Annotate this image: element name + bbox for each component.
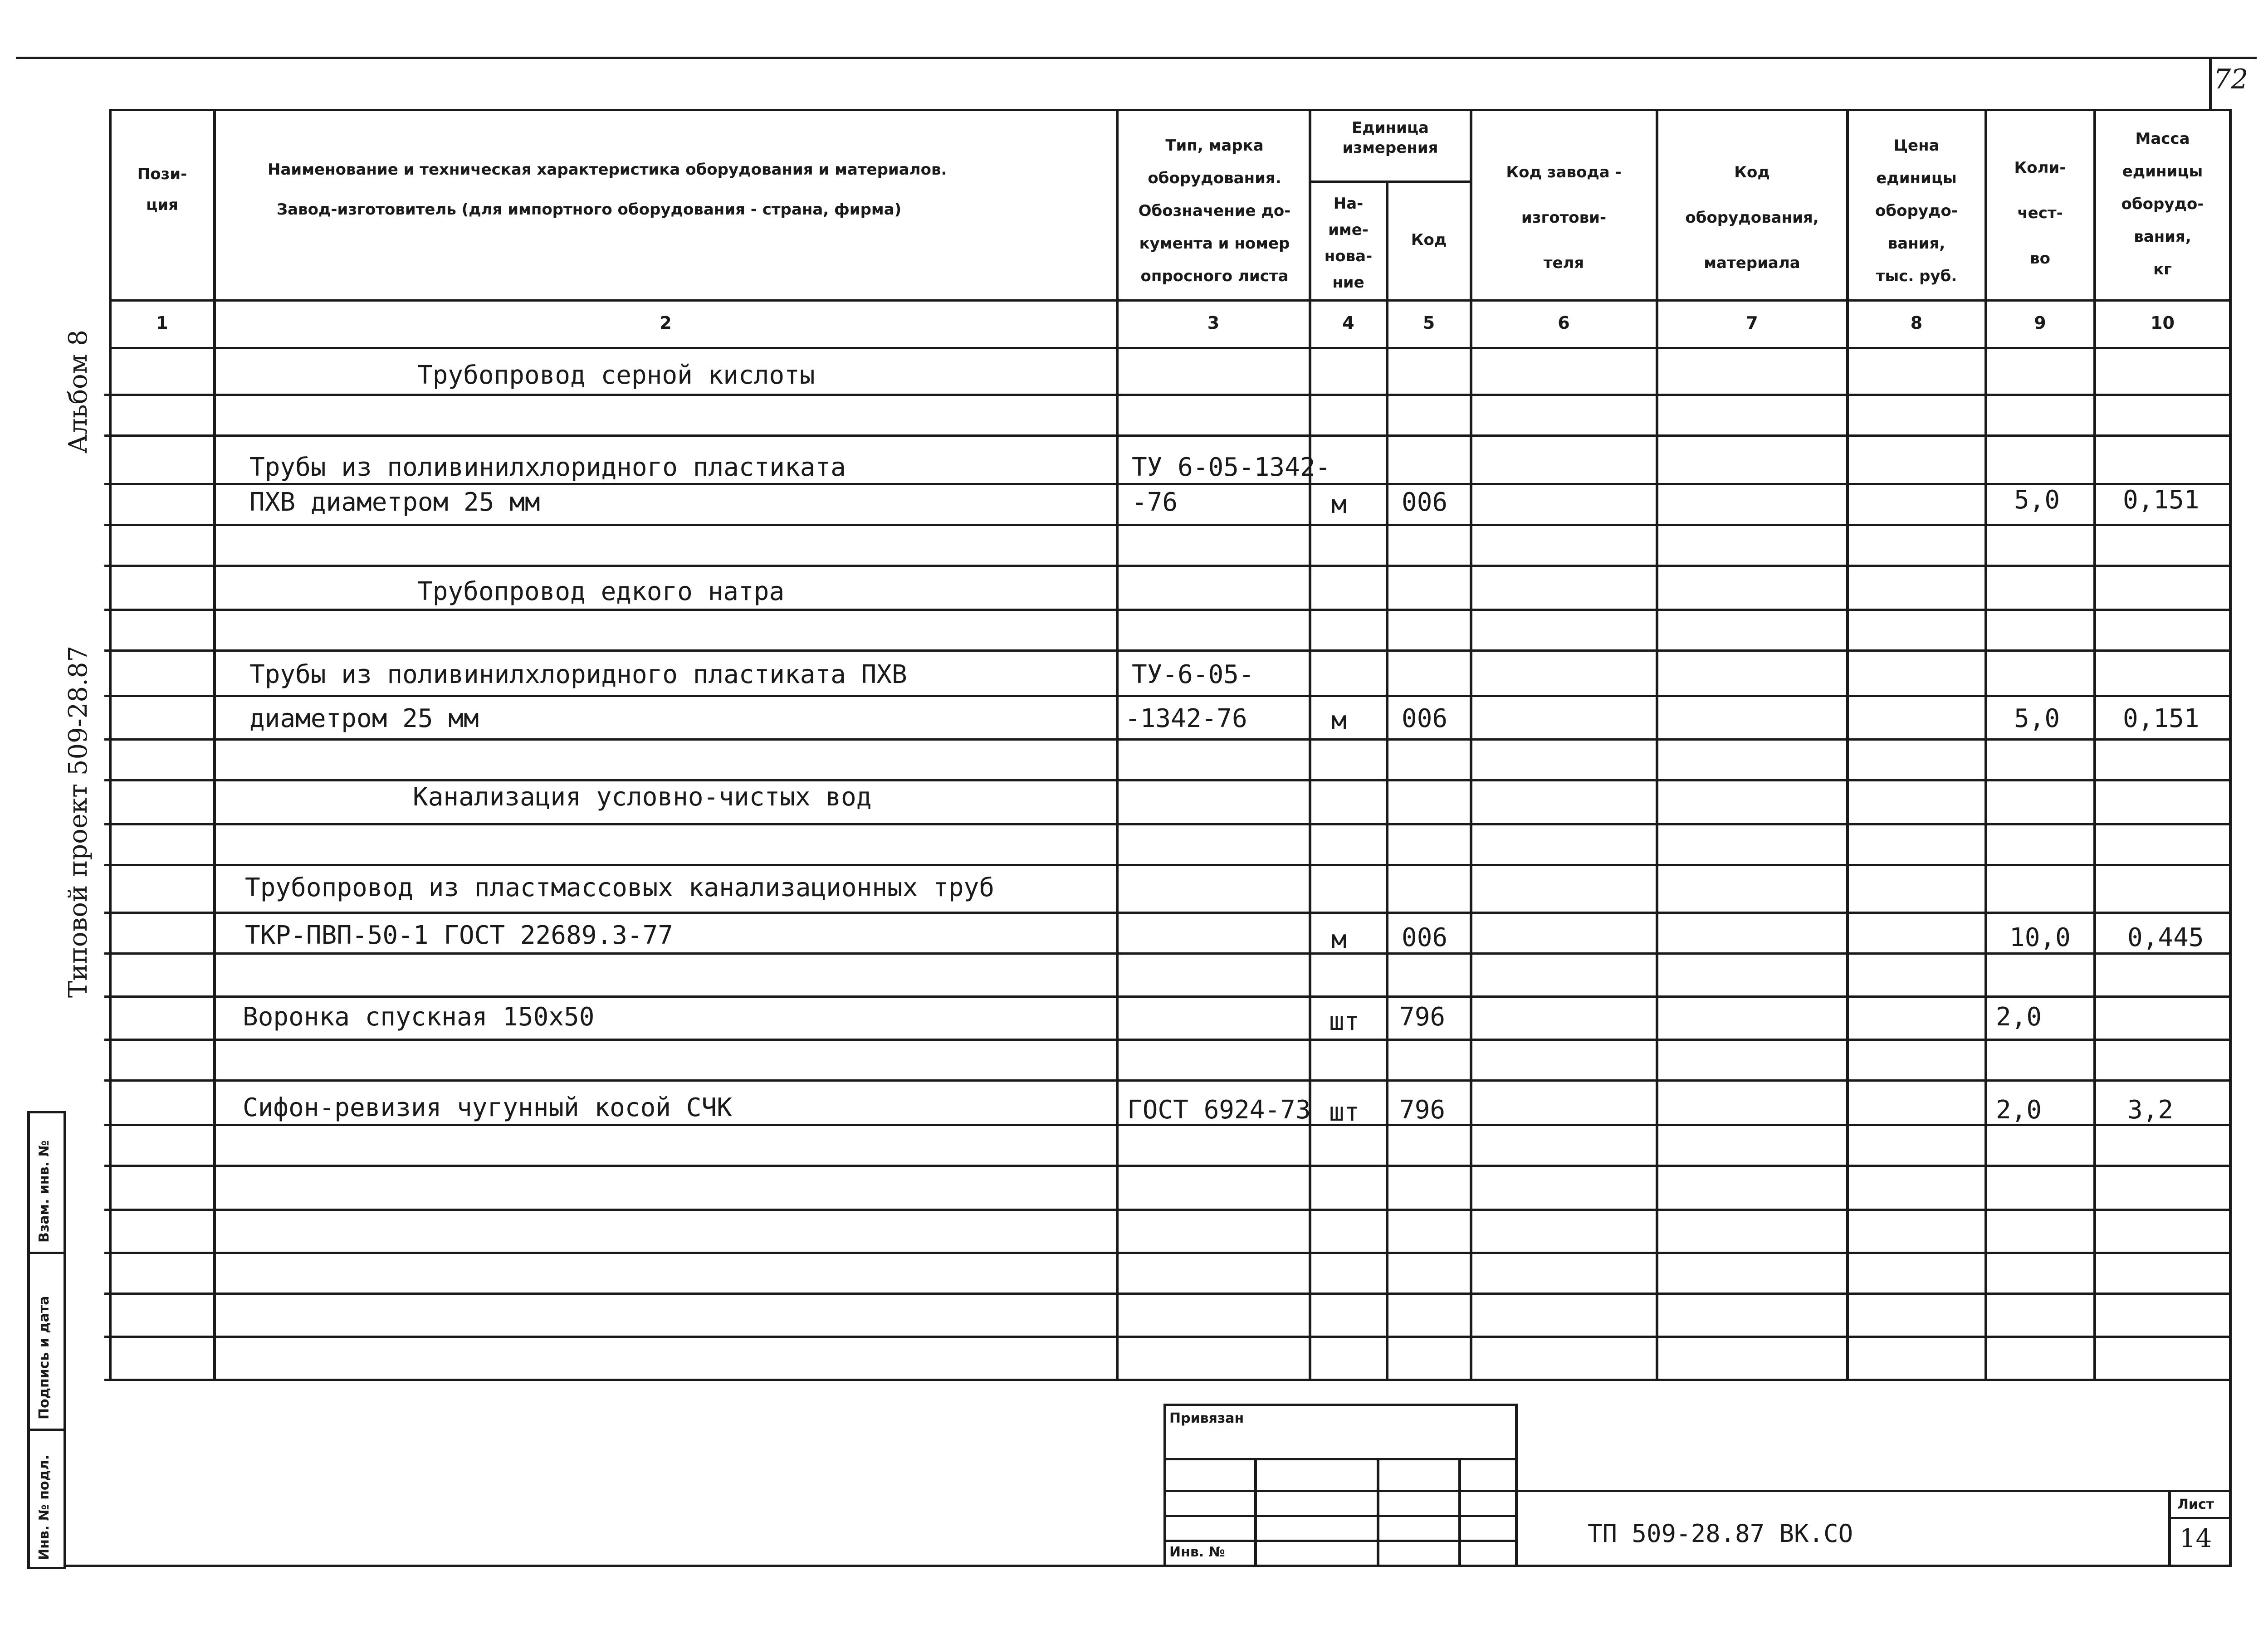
header-unit-group: Единица измерения xyxy=(1342,119,1438,157)
item-name: Сифон-ревизия чугунный косой СЧК xyxy=(243,1093,732,1122)
item-mass: 3,2 xyxy=(2127,1095,2174,1125)
bottom-border-line xyxy=(64,1565,2232,1567)
item-name: Трубы из поливинилхлоридного пластиката xyxy=(249,453,846,482)
item-unit: шт xyxy=(1329,1007,1360,1036)
item-name: Трубопровод из пластмассовых канализационных труб xyxy=(245,873,995,902)
header-col4: На- име- нова- ние xyxy=(1324,195,1373,292)
item-unit: шт xyxy=(1329,1097,1360,1127)
item-mass: 0,151 xyxy=(2123,704,2200,733)
sheet-number: 14 xyxy=(2180,1524,2212,1553)
stamp-label-podpis: Подпись и дата xyxy=(36,1296,52,1419)
column-number: 9 xyxy=(2034,313,2046,333)
section-title: Трубопровод серной кислоты xyxy=(417,361,815,390)
corner-box-left-line xyxy=(2209,57,2212,109)
top-border-line xyxy=(16,57,2257,59)
item-name: ТКР-ПВП-50-1 ГОСТ 22689.3-77 xyxy=(245,921,674,950)
column-number: 5 xyxy=(1422,313,1435,333)
header-col5: Код xyxy=(1411,231,1447,249)
item-unit-code: 796 xyxy=(1399,1095,1446,1125)
sheet-label: Лист xyxy=(2177,1497,2214,1512)
item-name: ПХВ диаметром 25 мм xyxy=(249,488,540,517)
item-quantity: 5,0 xyxy=(2014,704,2060,733)
column-number: 3 xyxy=(1207,313,1220,333)
header-col2: Наименование и техническая характеристика оборудования и материалов. Завод-изготовитель (для импортного оборудования - страна, фирма) xyxy=(268,161,947,219)
item-unit: м xyxy=(1331,706,1347,736)
item-unit-code: 006 xyxy=(1402,923,1448,952)
item-type: -76 xyxy=(1132,488,1178,517)
corner-page-number: 72 xyxy=(2214,63,2248,95)
item-unit-code: 006 xyxy=(1402,488,1448,517)
column-number: 4 xyxy=(1342,313,1354,333)
header-col8: Цена единицы оборудо- вания, тыс. руб. xyxy=(1875,137,1958,285)
item-quantity: 2,0 xyxy=(1996,1002,2042,1032)
item-quantity: 2,0 xyxy=(1996,1095,2042,1125)
item-type: ТУ 6-05-1342- xyxy=(1132,453,1331,482)
item-mass: 0,151 xyxy=(2123,485,2200,515)
header-col6: Код завода - изготови- теля xyxy=(1506,163,1622,272)
item-type: -1342-76 xyxy=(1125,704,1247,733)
header-col10: Масса единицы оборудо- вания, кг xyxy=(2121,130,2204,278)
item-type: ГОСТ 6924-73 xyxy=(1127,1095,1311,1125)
item-unit: м xyxy=(1331,490,1347,519)
column-number: 1 xyxy=(156,313,168,333)
item-unit-code: 006 xyxy=(1402,704,1448,733)
item-unit: м xyxy=(1331,925,1347,955)
item-name: Воронка спускная 150х50 xyxy=(243,1002,595,1032)
header-col3: Тип, марка оборудования. Обозначение до- кумента и номер опросного листа xyxy=(1138,137,1291,285)
section-title: Канализация условно-чистых вод xyxy=(413,782,872,812)
item-name: диаметром 25 мм xyxy=(249,704,479,733)
column-number: 10 xyxy=(2151,313,2175,333)
project-label: Типовой проект 509-28.87 xyxy=(64,645,93,998)
stamp-label-inv: Инв. № подл. xyxy=(36,1454,52,1560)
item-type: ТУ-6-05- xyxy=(1132,660,1254,689)
item-quantity: 5,0 xyxy=(2014,485,2060,515)
header-col7: Код оборудования, материала xyxy=(1685,163,1819,272)
item-name: Трубы из поливинилхлоридного пластиката ПХВ xyxy=(249,660,907,689)
column-number: 7 xyxy=(1746,313,1758,333)
stamp-label-vzam: Взам. инв. № xyxy=(36,1140,52,1243)
item-mass: 0,445 xyxy=(2127,923,2204,952)
document-code: ТП 509-28.87 ВК.СО xyxy=(1588,1519,1853,1548)
privyazan-label: Привязан xyxy=(1169,1410,1244,1426)
column-number: 2 xyxy=(660,313,672,333)
item-unit-code: 796 xyxy=(1399,1002,1446,1032)
header-col9: Коли- чест- во xyxy=(2014,159,2066,268)
section-title: Трубопровод едкого натра xyxy=(417,577,785,606)
column-number: 8 xyxy=(1910,313,1923,333)
column-number: 6 xyxy=(1558,313,1570,333)
album-label: Альбом 8 xyxy=(64,330,93,454)
inv-no-label: Инв. № xyxy=(1169,1544,1225,1560)
header-col1: Пози- ция xyxy=(137,165,187,214)
item-quantity: 10,0 xyxy=(2009,923,2071,952)
